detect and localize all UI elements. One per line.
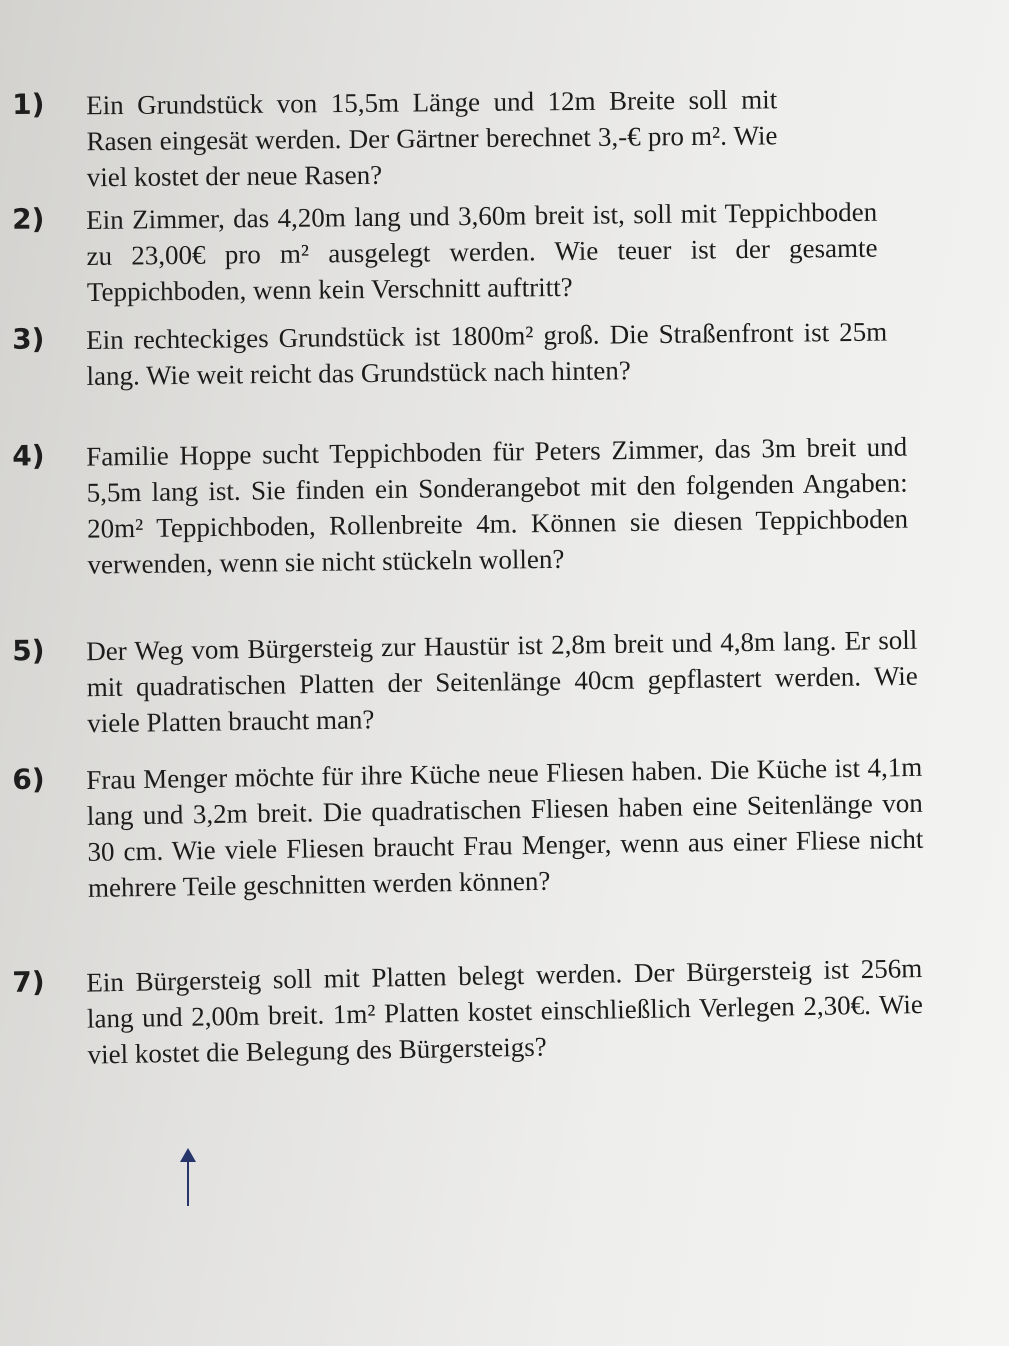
task-text: Ein rechteckiges Grundstück ist 1800m² groß. Die Straßenfront ist 25m lang. Wie weit reicht das Grundstück nach hinten?	[86, 316, 888, 391]
task-text: Ein Grundstück von 15,5m Länge und 12m Breite soll mit Rasen eingesät werden. Der Gärtner berechnet 3,-€ pro m². Wie viel kostet der neue Rasen?	[86, 84, 778, 193]
task-number: 7)	[12, 965, 45, 999]
task-1	[12, 80, 917, 193]
cursor-arrow-icon	[178, 1148, 198, 1208]
task-number: 4)	[12, 439, 45, 473]
task-text: Ein Zimmer, das 4,20m lang und 3,60m breit ist, soll mit Teppichboden zu 23,00€ pro m² ausgelegt werden. Wie teuer ist der gesamte Teppichboden, wenn kein Verschnitt auftritt?	[86, 196, 878, 307]
task-5	[12, 622, 918, 739]
task-number: 1)	[12, 87, 45, 121]
task-7	[12, 950, 924, 1070]
task-4	[12, 428, 917, 580]
task-number: 3)	[12, 322, 45, 356]
task-6	[12, 749, 924, 903]
task-text: Familie Hoppe sucht Teppichboden für Peters Zimmer, das 3m breit und 5,5m lang ist. Sie finden ein Sonderangebot mit den folgenden Angaben: 20m² Teppichboden, Rollenbreite 4m. Können sie diesen Teppichboden verwenden, wenn sie nicht stückeln wollen?	[86, 431, 909, 580]
task-number: 2)	[12, 202, 45, 236]
task-text: Frau Menger möchte für ihre Küche neue Fliesen haben. Die Küche ist 4,1m lang und 3,2m breit. Die quadratischen Fliesen haben eine Seitenlänge von 30 cm. Wie viele Fliesen braucht Frau Menger, wenn aus einer Fliese nicht mehrere Teile geschnitten werden können?	[86, 751, 924, 903]
task-text: Der Weg vom Bürgersteig zur Haustür ist 2,8m breit und 4,8m lang. Er soll mit quadratischen Platten der Seitenlänge 40cm gepflastert werden. Wie viele Platten braucht man?	[86, 624, 918, 739]
task-number: 5)	[12, 633, 45, 668]
task-3	[12, 313, 917, 391]
task-text: Ein Bürgersteig soll mit Platten belegt werden. Der Bürgersteig ist 256m lang und 2,00m breit. 1m² Platten kostet einschließlich Verlegen 2,30€. Wie viel kostet die Belegung des Bürgersteigs?	[86, 953, 924, 1070]
task-number: 6)	[12, 762, 45, 797]
